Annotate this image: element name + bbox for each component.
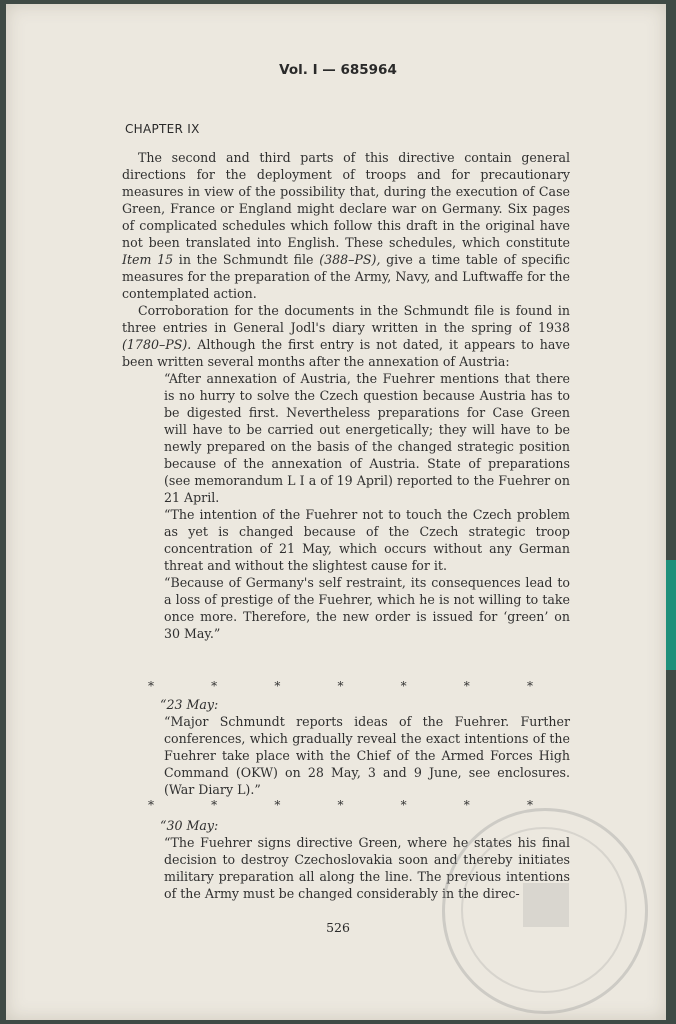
document-reference: (388–PS), [319,252,381,267]
page-header: Vol. I — 685964 [279,62,397,78]
document-reference: (1780–PS). [122,337,192,352]
seal-building-icon [523,883,569,927]
university-seal-watermark [442,808,648,1014]
quote-paragraph: “After annexation of Austria, the Fuehrer mentions that there is no hurry to solve the Czech question because Austria has to be digested first. Nevertheless preparations for Case Green will have to be carried out energetically; they will have to be newly prepared on the basis of the changed strategic position because of the annexation of Austria. State of preparations (see memorandum L I a of 19 April) reported to the Fuehrer on 21 April. [164,371,570,505]
quote-paragraph: “Because of Germany's self restraint, its consequences lead to a loss of prestige of the Fuehrer, which he is not willing to take once more. Therefore, the new order is issued for ‘green’ on 30 May.” [164,575,570,641]
quote-paragraph: “The Fuehrer signs directive Green, where he states his final decision to destroy Czechoslovakia soon and thereby initiates military preparation all along the line. The previous intentions of the Army must be changed considerably in the direc- [164,835,570,901]
paragraph-2: Corroboration for the documents in the Schmundt file is found in three entries in General Jodl's diary written in the spring of 1938 (1780–PS). Although the first entry is not dated, it appears to have been written several months after the annexation of Austria: [122,303,570,369]
ellipsis-stars: * * * * * * * [148,798,533,812]
page-number: 526 [326,920,350,935]
chapter-heading: CHAPTER IX [125,122,200,136]
ellipsis-stars: * * * * * * * [148,679,533,693]
diary-date: “30 May: [160,818,219,833]
quote-block-1 [122,370,570,642]
body-text-middle [122,696,570,798]
body-text-top [122,149,570,642]
quote-paragraph: “The intention of the Fuehrer not to touch the Czech problem as yet is changed because of the Czech strategic troop concentration of 21 May, which occurs without any German threat and without the slightest cause for it. [164,507,570,573]
diary-date: “23 May: [160,697,219,712]
item-reference: Item 15 [122,252,174,267]
paragraph-1: The second and third parts of this directive contain general directions for the deployment of troops and for precautionary measures in view of the possibility that, during the execution of Case Green, France or England might declare war on Germany. Six pages of complicated schedules which follow this draft in the original have not been translated into English. These schedules, which constitute Item 15 in the Schmundt file (388–PS), give a time table of specific measures for the preparation of the Army, Navy, and Luftwaffe for the contemplated action. [122,150,570,301]
quote-paragraph: “Major Schmundt reports ideas of the Fuehrer. Further conferences, which gradually reveal the exact intentions of the Fuehrer take place with the Chief of the Armed Forces High Command (OKW) on 28 May, 3 and 9 June, see enclosures. (War Diary L).” [164,714,570,797]
quote-block-2 [122,713,570,798]
